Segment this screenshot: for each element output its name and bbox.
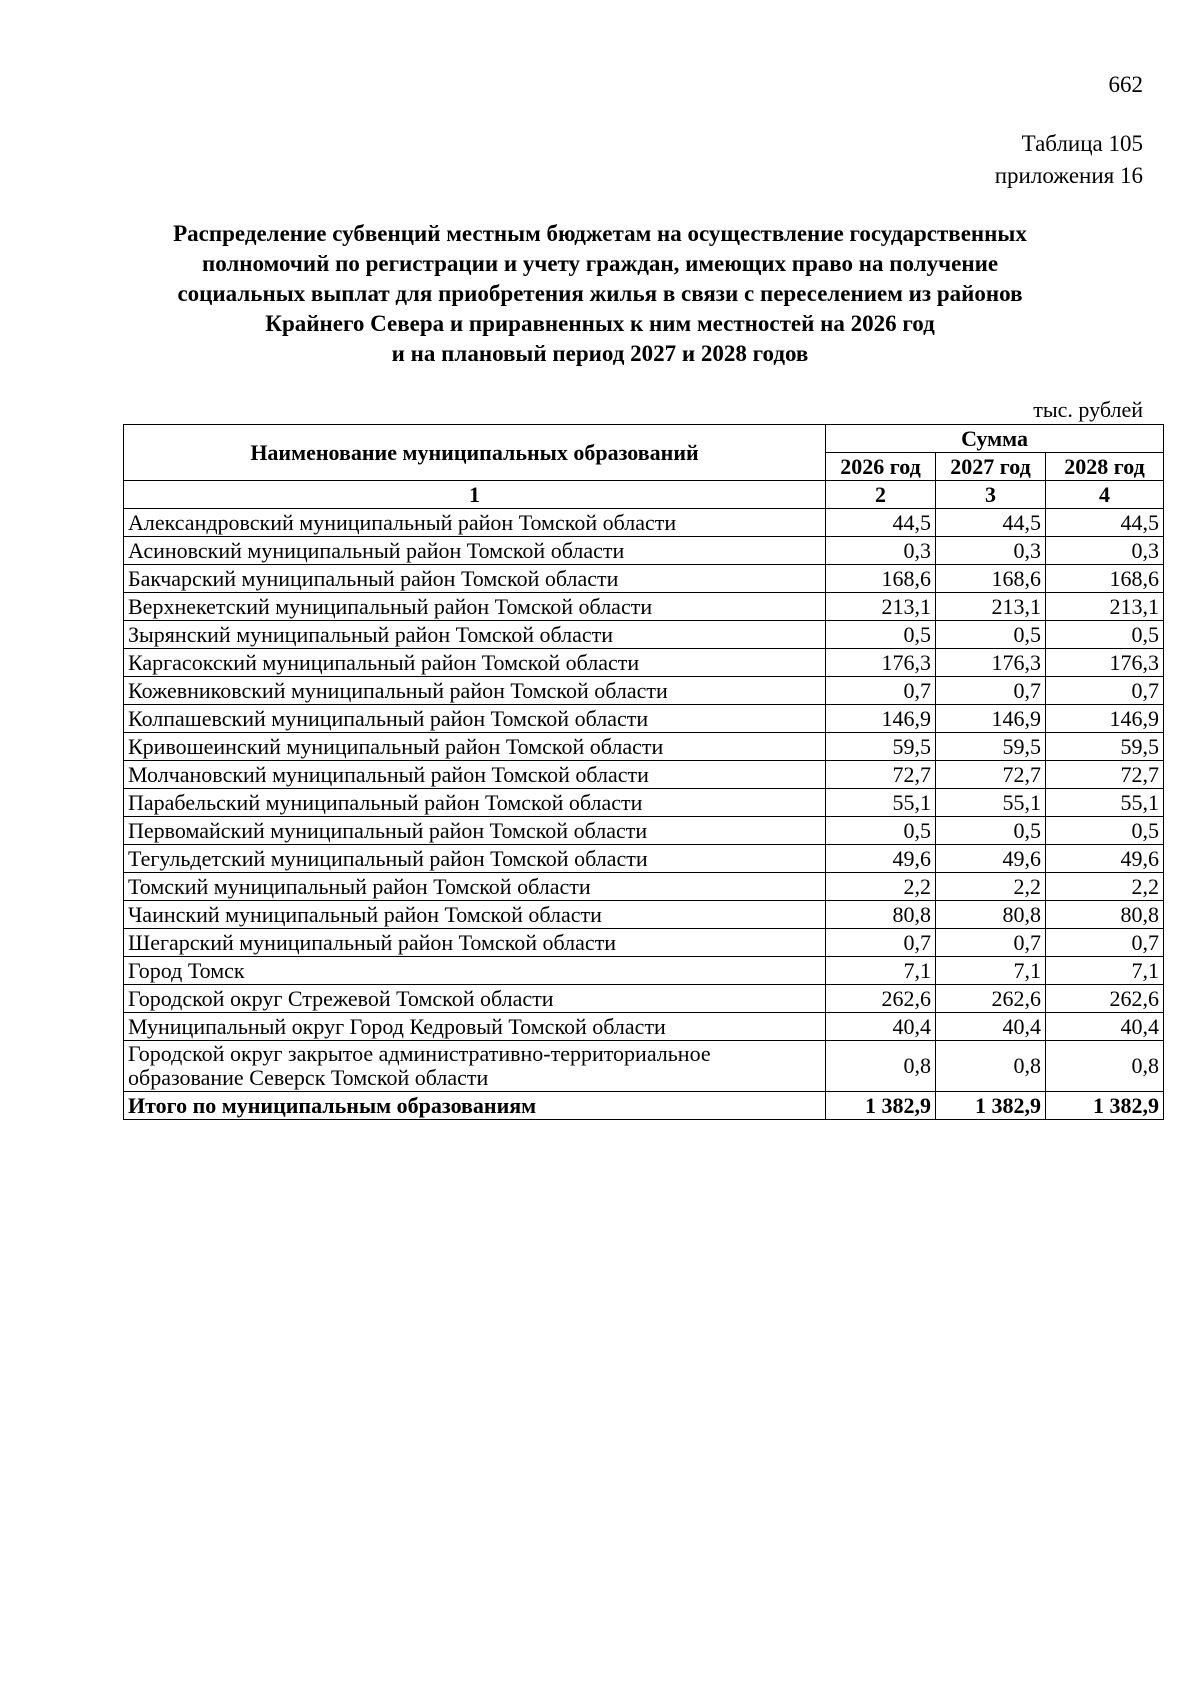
amount-2028: 0,5 bbox=[1046, 817, 1164, 845]
amount-2028: 0,7 bbox=[1046, 929, 1164, 957]
table-row bbox=[124, 873, 1164, 901]
title-line: социальных выплат для приобретения жилья в связи с переселением из районов bbox=[177, 281, 1023, 306]
amount-2028: 146,9 bbox=[1046, 705, 1164, 733]
municipality-name: Первомайский муниципальный район Томской области bbox=[124, 817, 826, 845]
municipality-name: Кожевниковский муниципальный район Томской области bbox=[124, 677, 826, 705]
table-row bbox=[124, 733, 1164, 761]
table-row bbox=[124, 1013, 1164, 1041]
document-title bbox=[100, 219, 1100, 369]
amount-2026: 0,3 bbox=[826, 537, 936, 565]
amount-2028: 2,2 bbox=[1046, 873, 1164, 901]
amount-2028: 262,6 bbox=[1046, 985, 1164, 1013]
table-row bbox=[124, 761, 1164, 789]
amount-2027: 0,8 bbox=[936, 1041, 1046, 1092]
column-number: 1 bbox=[124, 481, 826, 509]
amount-2028: 0,3 bbox=[1046, 537, 1164, 565]
amount-2028: 49,6 bbox=[1046, 845, 1164, 873]
amount-2026: 168,6 bbox=[826, 565, 936, 593]
amount-2027: 146,9 bbox=[936, 705, 1046, 733]
table-row bbox=[124, 901, 1164, 929]
title-line: Крайнего Севера и приравненных к ним местностей на 2026 год bbox=[265, 311, 935, 336]
table-row bbox=[124, 789, 1164, 817]
amount-2028: 176,3 bbox=[1046, 649, 1164, 677]
amount-2026: 49,6 bbox=[826, 845, 936, 873]
header-sum: Сумма bbox=[826, 425, 1164, 453]
amount-2028: 1 382,9 bbox=[1046, 1092, 1164, 1120]
amount-2027: 0,7 bbox=[936, 677, 1046, 705]
amount-2028: 59,5 bbox=[1046, 733, 1164, 761]
amount-2027: 213,1 bbox=[936, 593, 1046, 621]
column-number: 4 bbox=[1046, 481, 1164, 509]
table-row bbox=[124, 677, 1164, 705]
amount-2026: 0,8 bbox=[826, 1041, 936, 1092]
municipality-name: Молчановский муниципальный район Томской области bbox=[124, 761, 826, 789]
table-row bbox=[124, 817, 1164, 845]
table-row bbox=[124, 537, 1164, 565]
amount-2026: 1 382,9 bbox=[826, 1092, 936, 1120]
table-row bbox=[124, 957, 1164, 985]
amount-2027: 72,7 bbox=[936, 761, 1046, 789]
municipality-name: Зырянский муниципальный район Томской области bbox=[124, 621, 826, 649]
column-number: 2 bbox=[826, 481, 936, 509]
amount-2026: 44,5 bbox=[826, 509, 936, 537]
amount-2026: 0,5 bbox=[826, 817, 936, 845]
municipality-name: Колпашевский муниципальный район Томской области bbox=[124, 705, 826, 733]
amount-2026: 146,9 bbox=[826, 705, 936, 733]
amount-2026: 0,7 bbox=[826, 929, 936, 957]
table-row bbox=[124, 509, 1164, 537]
municipality-name: Кривошеинский муниципальный район Томской области bbox=[124, 733, 826, 761]
amount-2027: 80,8 bbox=[936, 901, 1046, 929]
amount-2027: 0,5 bbox=[936, 621, 1046, 649]
table-row bbox=[124, 621, 1164, 649]
column-number: 3 bbox=[936, 481, 1046, 509]
amount-2026: 72,7 bbox=[826, 761, 936, 789]
municipality-name: Город Томск bbox=[124, 957, 826, 985]
table-reference bbox=[995, 128, 1143, 192]
table-row bbox=[124, 705, 1164, 733]
amount-2027: 40,4 bbox=[936, 1013, 1046, 1041]
amount-2027: 7,1 bbox=[936, 957, 1046, 985]
municipality-name: Бакчарский муниципальный район Томской области bbox=[124, 565, 826, 593]
amount-2026: 55,1 bbox=[826, 789, 936, 817]
amount-2027: 176,3 bbox=[936, 649, 1046, 677]
table-row bbox=[124, 929, 1164, 957]
amount-2026: 2,2 bbox=[826, 873, 936, 901]
amount-2027: 0,5 bbox=[936, 817, 1046, 845]
header-year-2027: 2027 год bbox=[936, 453, 1046, 481]
amount-2027: 49,6 bbox=[936, 845, 1046, 873]
amount-2027: 168,6 bbox=[936, 565, 1046, 593]
amount-2026: 176,3 bbox=[826, 649, 936, 677]
amount-2028: 72,7 bbox=[1046, 761, 1164, 789]
amount-2027: 262,6 bbox=[936, 985, 1046, 1013]
total-label: Итого по муниципальным образованиям bbox=[124, 1092, 826, 1120]
total-row bbox=[124, 1092, 1164, 1120]
municipality-name: Каргасокский муниципальный район Томской области bbox=[124, 649, 826, 677]
amount-2028: 213,1 bbox=[1046, 593, 1164, 621]
amount-2027: 0,3 bbox=[936, 537, 1046, 565]
table-row bbox=[124, 649, 1164, 677]
amount-2027: 2,2 bbox=[936, 873, 1046, 901]
amount-2028: 0,5 bbox=[1046, 621, 1164, 649]
amount-2026: 262,6 bbox=[826, 985, 936, 1013]
municipality-name: Шегарский муниципальный район Томской области bbox=[124, 929, 826, 957]
table-row bbox=[124, 1041, 1164, 1092]
amount-2028: 0,7 bbox=[1046, 677, 1164, 705]
amount-2027: 44,5 bbox=[936, 509, 1046, 537]
amount-2026: 0,7 bbox=[826, 677, 936, 705]
table-row bbox=[124, 593, 1164, 621]
header-name: Наименование муниципальных образований bbox=[124, 425, 826, 481]
title-line: и на плановый период 2027 и 2028 годов bbox=[391, 341, 809, 366]
title-line: полномочий по регистрации и учету граждан, имеющих право на получение bbox=[201, 251, 999, 276]
amount-2028: 0,8 bbox=[1046, 1041, 1164, 1092]
amount-2028: 80,8 bbox=[1046, 901, 1164, 929]
amount-2027: 59,5 bbox=[936, 733, 1046, 761]
municipality-name: Томский муниципальный район Томской области bbox=[124, 873, 826, 901]
amount-2027: 1 382,9 bbox=[936, 1092, 1046, 1120]
municipality-name: Александровский муниципальный район Томской области bbox=[124, 509, 826, 537]
municipality-name: Тегульдетский муниципальный район Томской области bbox=[124, 845, 826, 873]
amount-2026: 40,4 bbox=[826, 1013, 936, 1041]
table-ref-line1: Таблица 105 bbox=[1021, 131, 1143, 156]
table-row bbox=[124, 985, 1164, 1013]
municipality-name: Муниципальный округ Город Кедровый Томской области bbox=[124, 1013, 826, 1041]
amount-2028: 55,1 bbox=[1046, 789, 1164, 817]
municipality-name: Чаинский муниципальный район Томской области bbox=[124, 901, 826, 929]
amount-2026: 80,8 bbox=[826, 901, 936, 929]
municipality-name: Городской округ Стрежевой Томской области bbox=[124, 985, 826, 1013]
municipality-name: Городской округ закрытое административно-территориальное образование Северск Томской области bbox=[124, 1041, 826, 1092]
amount-2028: 44,5 bbox=[1046, 509, 1164, 537]
amount-2026: 7,1 bbox=[826, 957, 936, 985]
table-ref-line2: приложения 16 bbox=[994, 163, 1143, 188]
amount-2026: 213,1 bbox=[826, 593, 936, 621]
amount-2026: 59,5 bbox=[826, 733, 936, 761]
municipality-name: Парабельский муниципальный район Томской области bbox=[124, 789, 826, 817]
municipality-name: Асиновский муниципальный район Томской области bbox=[124, 537, 826, 565]
amount-2028: 40,4 bbox=[1046, 1013, 1164, 1041]
amount-2028: 168,6 bbox=[1046, 565, 1164, 593]
table-row bbox=[124, 845, 1164, 873]
amount-2027: 0,7 bbox=[936, 929, 1046, 957]
header-year-2028: 2028 год bbox=[1046, 453, 1164, 481]
title-line: Распределение субвенций местным бюджетам на осуществление государственных bbox=[173, 221, 1027, 246]
table-row bbox=[124, 565, 1164, 593]
amount-2028: 7,1 bbox=[1046, 957, 1164, 985]
subvention-table bbox=[123, 424, 1164, 1120]
units-label: тыс. рублей bbox=[1033, 397, 1143, 422]
amount-2027: 55,1 bbox=[936, 789, 1046, 817]
table-body bbox=[124, 509, 1164, 1120]
municipality-name: Верхнекетский муниципальный район Томской области bbox=[124, 593, 826, 621]
amount-2026: 0,5 bbox=[826, 621, 936, 649]
header-year-2026: 2026 год bbox=[826, 453, 936, 481]
page-number: 662 bbox=[1108, 72, 1143, 97]
